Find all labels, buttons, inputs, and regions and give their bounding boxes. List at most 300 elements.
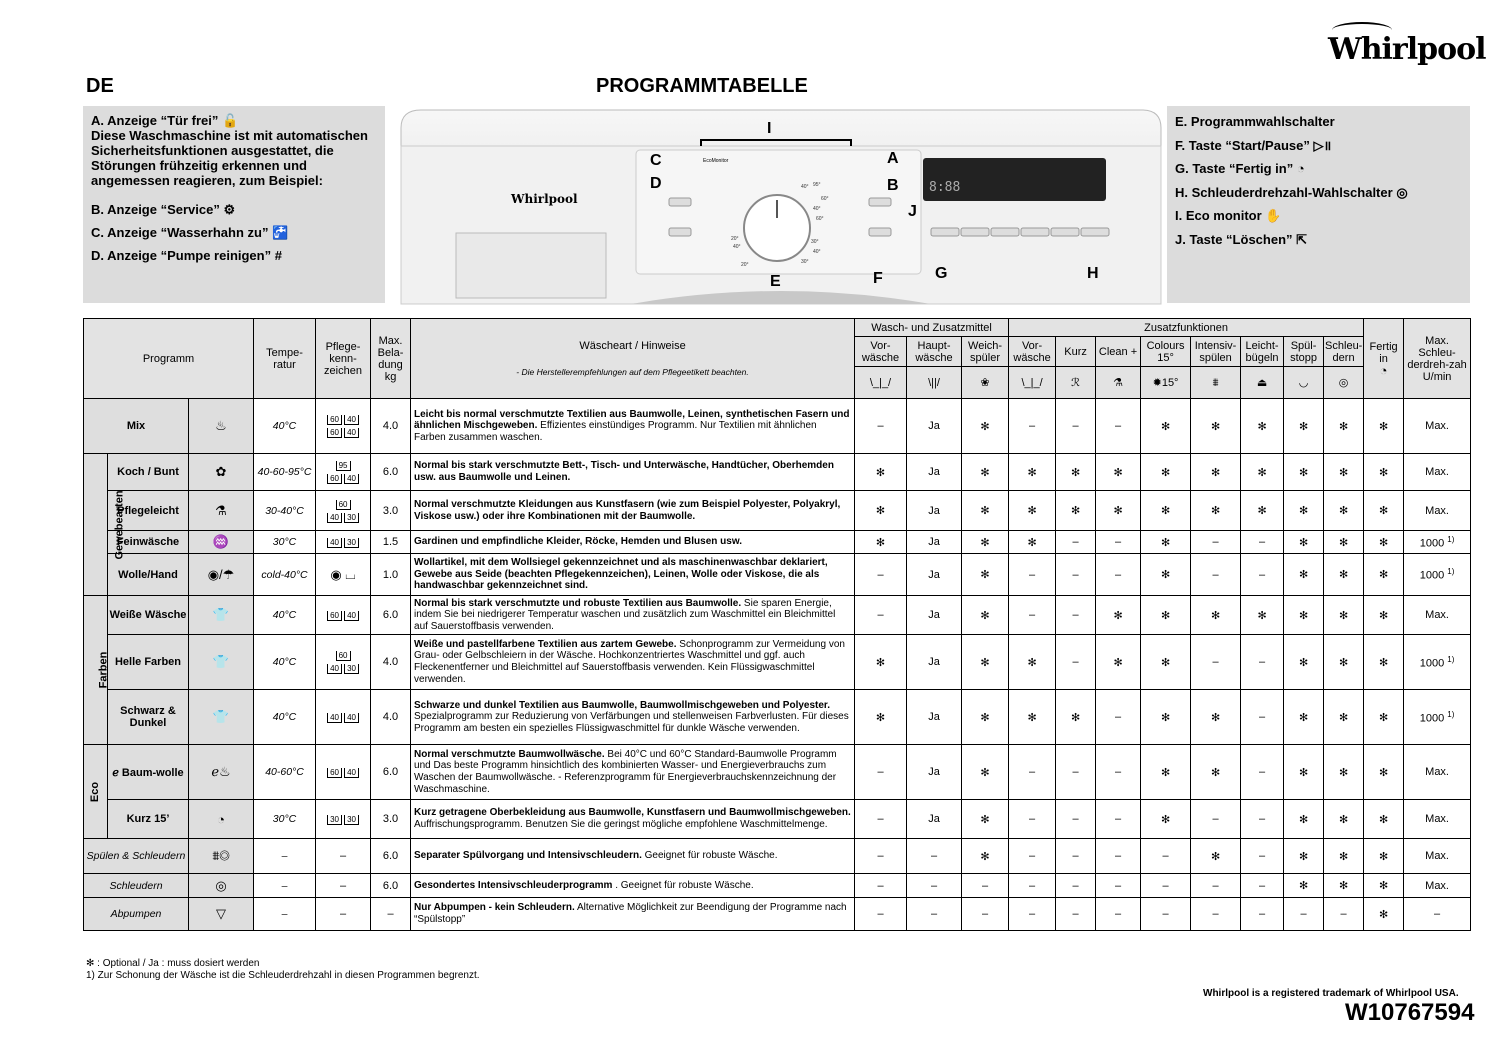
table-row	[84, 454, 1471, 491]
option-cell: ✻	[1141, 531, 1191, 554]
program-description: Normal verschmutzte Baumwollwäsche. Bei 40°C und 60°C Standard-Baumwolle Programm und Das beste Programm hinsichtlich des kombinierten Wasser- und Energieverbrauchs zum Waschen der Baumwollwäsche. - Referenzprogramm für Energieverbrauchskennzeichnung der Waschmaschine.	[411, 745, 855, 800]
program-icon: ✿	[189, 454, 254, 491]
option-cell: –	[1241, 635, 1284, 690]
option-cell: –	[962, 898, 1009, 931]
option-cell: –	[1096, 554, 1141, 596]
program-load: 1.5	[371, 531, 411, 554]
program-max-rpm: Max.	[1404, 399, 1471, 454]
col-weichspueler: Weich-spüler	[962, 337, 1009, 367]
option-cell: ✻	[962, 399, 1009, 454]
program-description: Normal verschmutzte Kleidungen aus Kunstfasern (wie zum Beispiel Polyester, Polyakryl, Viskose usw.) oder ihre Kombinationen mit der Baumwolle.	[411, 491, 855, 531]
program-temp: –	[254, 898, 316, 931]
svg-text:95°: 95°	[813, 182, 821, 188]
option-cell: ✻	[1141, 554, 1191, 596]
label-f: F	[873, 270, 883, 287]
label-g: G	[935, 265, 948, 282]
trademark-note: Whirlpool is a registered trademark of Whirlpool USA.	[1203, 988, 1459, 999]
option-cell: –	[1056, 399, 1096, 454]
program-name: ℯ Baum-wolle	[108, 745, 189, 800]
program-table	[83, 318, 1471, 931]
option-cell: –	[1241, 839, 1284, 874]
svg-text:40°: 40°	[801, 184, 809, 190]
program-description: Schwarze und dunkel Textilien aus Baumwolle, Baumwollmischgeweben und Polyester. Spezialprogramm zur Reduzierung von Verfärbungen und stellenweisen Farbverlusten. Für dieses Programm am besten ein spezielles Flüssigwaschmittel für dunkle Wäsche verwenden.	[411, 690, 855, 745]
footnote-legend	[86, 958, 480, 982]
option-cell: ✻	[1056, 690, 1096, 745]
program-max-rpm: 1000 $^{1)}$	[1404, 554, 1471, 596]
option-cell: Ja	[907, 491, 962, 531]
col-care: Pflege-kenn-zeichen	[316, 319, 371, 399]
care-symbol: 40	[327, 513, 342, 523]
program-temp: 30°C	[254, 800, 316, 839]
option-cell: Ja	[907, 690, 962, 745]
option-cell: ✻	[1284, 745, 1324, 800]
program-care	[316, 454, 371, 491]
col-temp: Tempe-ratur	[254, 319, 316, 399]
option-cell: ✻	[1324, 491, 1364, 531]
program-max-rpm: Max.	[1404, 596, 1471, 635]
program-name: Schwarz & Dunkel	[108, 690, 189, 745]
program-icon: ♨	[189, 399, 254, 454]
pump-filter-icon: #	[274, 248, 282, 263]
col-vorwaesche: Vor-wäsche	[855, 337, 907, 367]
option-cell: ✻	[1009, 491, 1056, 531]
legend-b: B. Anzeige “Service” ⚙	[91, 202, 236, 217]
option-cell: ✻	[855, 491, 907, 531]
table-row	[84, 554, 1471, 596]
label-d: D	[650, 175, 662, 192]
care-symbol: 40	[327, 664, 342, 674]
program-name: Feinwäsche	[108, 531, 189, 554]
care-symbol: 60	[327, 474, 342, 484]
option-cell: ✻	[1324, 745, 1364, 800]
program-icon: 👕	[189, 690, 254, 745]
program-temp: –	[254, 874, 316, 898]
option-cell: ✻	[1364, 399, 1404, 454]
option-cell: ✻	[1364, 800, 1404, 839]
option-cell: ✻	[1284, 491, 1324, 531]
option-cell: –	[855, 874, 907, 898]
option-cell: –	[1056, 635, 1096, 690]
program-load: 4.0	[371, 635, 411, 690]
option-cell: Ja	[907, 596, 962, 635]
program-group-label: Gewebearten	[84, 454, 108, 596]
option-cell: ✻	[1141, 745, 1191, 800]
option-cell: Ja	[907, 399, 962, 454]
care-symbol: 60	[327, 768, 342, 778]
option-cell: –	[1009, 898, 1056, 931]
table-row	[84, 399, 1471, 454]
option-cell: –	[1141, 898, 1191, 931]
option-cell: ✻	[1141, 596, 1191, 635]
option-cell: –	[855, 399, 907, 454]
option-cell: –	[855, 898, 907, 931]
svg-text:60°: 60°	[821, 196, 829, 202]
program-temp: 40-60-95°C	[254, 454, 316, 491]
program-load: 3.0	[371, 491, 411, 531]
program-max-rpm: Max.	[1404, 839, 1471, 874]
program-max-rpm: 1000 $^{1)}$	[1404, 531, 1471, 554]
start-pause-icon: ▷॥	[1313, 137, 1332, 153]
option-cell: ✻	[962, 800, 1009, 839]
care-symbol: 40	[344, 768, 359, 778]
option-cell: –	[855, 554, 907, 596]
option-cell: Ja	[907, 800, 962, 839]
option-cell: ✻	[962, 491, 1009, 531]
program-description: Normal bis stark verschmutzte und robuste Textilien aus Baumwolle. Sie sparen Energie, indem Sie bei niedrigerer Temperatur waschen und zusätzlich zum Waschmittel ein Bleichmittel auf Sauerstoffbasis verwenden.	[411, 596, 855, 635]
col-colours: Colours 15°	[1141, 337, 1191, 367]
option-cell: –	[855, 839, 907, 874]
legend-optional: ✻ : Optional / Ja : muss dosiert werden	[86, 958, 260, 969]
option-cell: ✻	[1324, 531, 1364, 554]
option-cell: ✻	[1324, 554, 1364, 596]
option-cell: –	[1056, 800, 1096, 839]
care-symbol: 60	[327, 611, 342, 621]
program-name: Abpumpen	[84, 898, 189, 931]
program-description: Normal bis stark verschmutzte Bett-, Tisch- und Unterwäsche, Handtücher, Oberhemden usw. aus Baumwolle und Leinen.	[411, 454, 855, 491]
option-cell: ✻	[1191, 454, 1241, 491]
program-temp: 40-60°C	[254, 745, 316, 800]
option-cell: ✻	[1364, 531, 1404, 554]
option-cell: ✻	[1284, 399, 1324, 454]
spin-icon: ◎	[1324, 367, 1364, 399]
program-icon: ◉/☂	[189, 554, 254, 596]
care-symbol: 30	[344, 815, 359, 825]
option-cell: –	[1191, 874, 1241, 898]
cancel-icon: ⇱	[1296, 231, 1308, 247]
care-symbol: 40	[344, 415, 359, 425]
option-cell: ✻	[1191, 596, 1241, 635]
table-row	[84, 635, 1471, 690]
program-temp: 40°C	[254, 596, 316, 635]
iron-icon: ⏏	[1241, 367, 1284, 399]
program-care	[316, 800, 371, 839]
program-temp: 40°C	[254, 399, 316, 454]
program-care: –	[316, 874, 371, 898]
option-cell: ✻	[1284, 839, 1324, 874]
option-cell: –	[1009, 874, 1056, 898]
option-cell: ✻	[962, 635, 1009, 690]
care-symbol: 60	[336, 500, 351, 510]
table-row	[84, 596, 1471, 635]
program-description: Separater Spülvorgang und Intensivschleudern. Geeignet für robuste Wäsche.	[411, 839, 855, 874]
option-cell: ✻	[1241, 454, 1284, 491]
option-cell: ✻	[962, 554, 1009, 596]
svg-text:30°: 30°	[801, 259, 809, 265]
program-care	[316, 690, 371, 745]
program-icon: 👕	[189, 635, 254, 690]
option-cell: –	[1056, 898, 1096, 931]
option-cell: –	[1096, 839, 1141, 874]
program-max-rpm: Max.	[1404, 800, 1471, 839]
option-cell: –	[1241, 554, 1284, 596]
language-code: DE	[86, 75, 114, 97]
program-name: Wolle/Hand	[108, 554, 189, 596]
option-cell: ✻	[1364, 745, 1404, 800]
program-max-rpm: Max.	[1404, 745, 1471, 800]
option-cell: Ja	[907, 531, 962, 554]
option-cell: ✻	[1324, 399, 1364, 454]
option-cell: –	[1096, 690, 1141, 745]
option-cell: ✻	[1364, 454, 1404, 491]
legend-c: C. Anzeige “Wasserhahn zu” 🚰	[91, 225, 289, 240]
program-load: –	[371, 898, 411, 931]
option-cell: –	[1241, 874, 1284, 898]
option-cell: ✻	[1324, 839, 1364, 874]
program-load: 6.0	[371, 874, 411, 898]
table-row	[84, 491, 1471, 531]
col-group-wasch: Wasch- und Zusatzmittel	[855, 319, 1009, 337]
option-cell: –	[1324, 898, 1364, 931]
option-cell: ✻	[1284, 690, 1324, 745]
program-care	[316, 531, 371, 554]
care-symbol: 60	[327, 428, 342, 438]
option-cell: –	[1191, 635, 1241, 690]
wool-care-icon: ◉ ⌴	[330, 566, 356, 582]
option-cell: Ja	[907, 554, 962, 596]
program-care	[316, 635, 371, 690]
option-cell: ✻	[1191, 491, 1241, 531]
label-i: I	[767, 120, 772, 137]
option-cell: –	[1241, 898, 1284, 931]
option-cell: ✻	[1284, 800, 1324, 839]
table-row	[84, 874, 1471, 898]
option-cell: –	[1241, 690, 1284, 745]
program-max-rpm: 1000 $^{1)}$	[1404, 690, 1471, 745]
option-cell: ✻	[1009, 635, 1056, 690]
option-cell: –	[855, 745, 907, 800]
option-cell: ✻	[1056, 454, 1096, 491]
option-cell: ✻	[1141, 454, 1191, 491]
col-programm: Programm	[84, 319, 254, 399]
option-cell: –	[962, 874, 1009, 898]
spin-icon: ◎	[1396, 184, 1408, 200]
door-lock-icon: 🔓	[222, 113, 239, 128]
timer-icon: ◔	[1296, 161, 1305, 176]
option-cell: –	[1284, 898, 1324, 931]
option-cell: –	[1009, 399, 1056, 454]
option-cell: –	[1096, 874, 1141, 898]
prewash-icon: \_|_/	[855, 367, 907, 399]
option-cell: ✻	[1364, 898, 1404, 931]
option-cell: ✻	[1364, 690, 1404, 745]
option-cell: –	[1191, 898, 1241, 931]
option-cell: ✻	[1096, 635, 1141, 690]
legend-h: H. Schleuderdrehzahl-Wahlschalter ◎	[1175, 184, 1408, 200]
tap-icon: 🚰	[272, 225, 289, 240]
program-max-rpm: Max.	[1404, 491, 1471, 531]
label-e: E	[770, 273, 781, 290]
care-symbol: 30	[344, 513, 359, 523]
option-cell: ✻	[1141, 635, 1191, 690]
service-icon: ⚙	[223, 202, 236, 217]
care-symbol: 60	[327, 415, 342, 425]
option-cell: ✻	[1364, 874, 1404, 898]
col-max-rpm: Max. Schleu-derdreh-zah U/min	[1404, 319, 1471, 399]
option-cell: ✻	[1324, 454, 1364, 491]
svg-text:40°: 40°	[813, 249, 821, 255]
program-max-rpm: –	[1404, 898, 1471, 931]
option-cell: ✻	[1241, 596, 1284, 635]
option-cell: ✻	[1241, 399, 1284, 454]
svg-text:40°: 40°	[813, 206, 821, 212]
program-temp: 40°C	[254, 635, 316, 690]
program-icon: ◔	[189, 800, 254, 839]
option-cell: ✻	[1284, 554, 1324, 596]
program-description: Gesondertes Intensivschleuderprogramm . Geeignet für robuste Wäsche.	[411, 874, 855, 898]
legend-footnote-1: 1) Zur Schonung der Wäsche ist die Schleuderdrehzahl in diesen Programmen begrenzt.	[86, 970, 480, 981]
care-symbol: 60	[336, 651, 351, 661]
prewash-opt-icon: \_|_/	[1009, 367, 1056, 399]
col-leichtbuegeln: Leicht-bügeln	[1241, 337, 1284, 367]
program-description: Kurz getragene Oberbekleidung aus Baumwolle, Kunstfasern und Baumwollmischgeweben. Auffrischungsprogramm. Benutzen Sie die geringst mögliche empfohlene Waschmittelmenge.	[411, 800, 855, 839]
option-cell: ✻	[1284, 596, 1324, 635]
program-load: 4.0	[371, 690, 411, 745]
program-icon: ◎	[189, 874, 254, 898]
option-cell: –	[1009, 596, 1056, 635]
option-cell: ✻	[962, 745, 1009, 800]
legend-d: D. Anzeige “Pumpe reinigen” #	[91, 248, 282, 263]
option-cell: ✻	[962, 596, 1009, 635]
indicator-legend-left	[83, 106, 385, 303]
option-cell: ✻	[1141, 399, 1191, 454]
care-symbol: 95	[336, 461, 351, 471]
option-cell: ✻	[1009, 454, 1056, 491]
clean-icon: ⚗	[1096, 367, 1141, 399]
option-cell: ✻	[1284, 635, 1324, 690]
eco-monitor-icon: ✋	[1265, 208, 1282, 223]
control-panel-illustration	[401, 108, 1162, 304]
option-cell: Ja	[907, 454, 962, 491]
option-cell: ✻	[1141, 690, 1191, 745]
program-temp: 30-40°C	[254, 491, 316, 531]
option-cell: ✻	[1364, 491, 1404, 531]
option-cell: –	[1056, 874, 1096, 898]
program-description: Weiße und pastellfarbene Textilien aus zartem Gewebe. Schonprogramm zur Vermeidung von Grau- oder Gelbschleiern in der Wäsche. Hochkonzentriertes Waschmittel und ggf. auch Fleckenentferner und Bleichmittel auf Sauerstoffbasis verwenden. Kein Flüssigwaschmittel verwenden.	[411, 635, 855, 690]
svg-text:20°: 20°	[741, 262, 749, 268]
option-cell: –	[1241, 800, 1284, 839]
label-j: J	[908, 203, 917, 220]
label-a: A	[887, 150, 899, 167]
option-cell: ✻	[962, 839, 1009, 874]
option-cell: ✻	[1364, 554, 1404, 596]
option-cell: –	[1191, 554, 1241, 596]
program-name: Pflegeleicht	[108, 491, 189, 531]
program-temp: 40°C	[254, 690, 316, 745]
option-cell: ✻	[1141, 800, 1191, 839]
option-cell: Ja	[907, 745, 962, 800]
label-c: C	[650, 152, 662, 169]
option-cell: –	[1141, 874, 1191, 898]
program-max-rpm: Max.	[1404, 454, 1471, 491]
option-cell: –	[1096, 531, 1141, 554]
option-cell: –	[1191, 531, 1241, 554]
option-cell: –	[1096, 745, 1141, 800]
program-description: Gardinen und empfindliche Kleider, Röcke, Hemden und Blusen usw.	[411, 531, 855, 554]
option-cell: –	[1009, 554, 1056, 596]
option-cell: –	[1241, 531, 1284, 554]
program-icon: ℯ♨	[189, 745, 254, 800]
eco-monitor-label: EcoMonitor	[703, 158, 729, 164]
program-name: Weiße Wäsche	[108, 596, 189, 635]
program-load: 1.0	[371, 554, 411, 596]
option-cell: ✻	[855, 635, 907, 690]
option-cell: –	[1056, 839, 1096, 874]
program-load: 6.0	[371, 839, 411, 874]
option-cell: ✻	[855, 690, 907, 745]
softener-icon: ❀	[962, 367, 1009, 399]
option-cell: ✻	[1191, 839, 1241, 874]
mainwash-icon: \||/	[907, 367, 962, 399]
program-icon: 👕	[189, 596, 254, 635]
program-care	[316, 491, 371, 531]
program-name: Helle Farben	[108, 635, 189, 690]
option-cell: ✻	[1241, 491, 1284, 531]
option-cell: –	[1096, 399, 1141, 454]
option-cell: ✻	[1324, 800, 1364, 839]
option-cell: ✻	[1364, 839, 1404, 874]
table-row	[84, 745, 1471, 800]
program-name: Spülen & Schleudern	[84, 839, 189, 874]
table-row	[84, 839, 1471, 874]
option-cell: ✻	[1324, 596, 1364, 635]
colours-icon: ✹15°	[1141, 367, 1191, 399]
program-care	[316, 399, 371, 454]
program-load: 3.0	[371, 800, 411, 839]
col-waescheart: Wäscheart / Hinweise - Die Herstellerempfehlungen auf dem Pflegeetikett beachten.	[411, 319, 855, 399]
program-care: –	[316, 839, 371, 874]
document-code: W10767594	[1345, 999, 1475, 1026]
program-description: Nur Abpumpen - kein Schleudern. Alternative Möglichkeit zur Beendigung der Programme nach “Spülstopp”	[411, 898, 855, 931]
option-cell: –	[907, 874, 962, 898]
legend-f: F. Taste “Start/Pause” ▷॥	[1175, 137, 1332, 153]
table-row	[84, 800, 1471, 839]
col-schleudern: Schleu-dern	[1324, 337, 1364, 367]
option-cell: –	[1141, 839, 1191, 874]
program-load: 6.0	[371, 745, 411, 800]
care-symbol: 40	[327, 713, 342, 723]
program-max-rpm: Max.	[1404, 874, 1471, 898]
program-group-label: Eco	[84, 745, 108, 839]
option-cell: ✻	[962, 454, 1009, 491]
svg-text:30°: 30°	[811, 239, 819, 245]
col-fertig: Fertig in ◔	[1364, 319, 1404, 399]
option-cell: –	[1056, 745, 1096, 800]
option-cell: ✻	[1096, 491, 1141, 531]
option-cell: –	[1009, 839, 1056, 874]
care-symbol: 40	[344, 428, 359, 438]
program-name: Koch / Bunt	[108, 454, 189, 491]
table-row	[84, 690, 1471, 745]
program-name: Kurz 15’	[108, 800, 189, 839]
svg-text:20°: 20°	[731, 236, 739, 242]
option-cell: ✻	[962, 690, 1009, 745]
option-cell: –	[907, 898, 962, 931]
program-care: –	[316, 898, 371, 931]
option-cell: –	[1009, 745, 1056, 800]
program-load: 4.0	[371, 399, 411, 454]
timer-icon: ◔	[1379, 362, 1388, 378]
option-cell: –	[855, 800, 907, 839]
option-cell: ✻	[1284, 531, 1324, 554]
program-care	[316, 745, 371, 800]
legend-e: E. Programmwahlschalter	[1175, 114, 1335, 129]
option-cell: –	[1009, 800, 1056, 839]
col-group-zusatz: Zusatzfunktionen	[1009, 319, 1364, 337]
program-icon: ⩩◎	[189, 839, 254, 874]
care-symbol: 40	[327, 538, 342, 548]
col-clean: Clean +	[1096, 337, 1141, 367]
rinse-hold-icon: ◡	[1284, 367, 1324, 399]
